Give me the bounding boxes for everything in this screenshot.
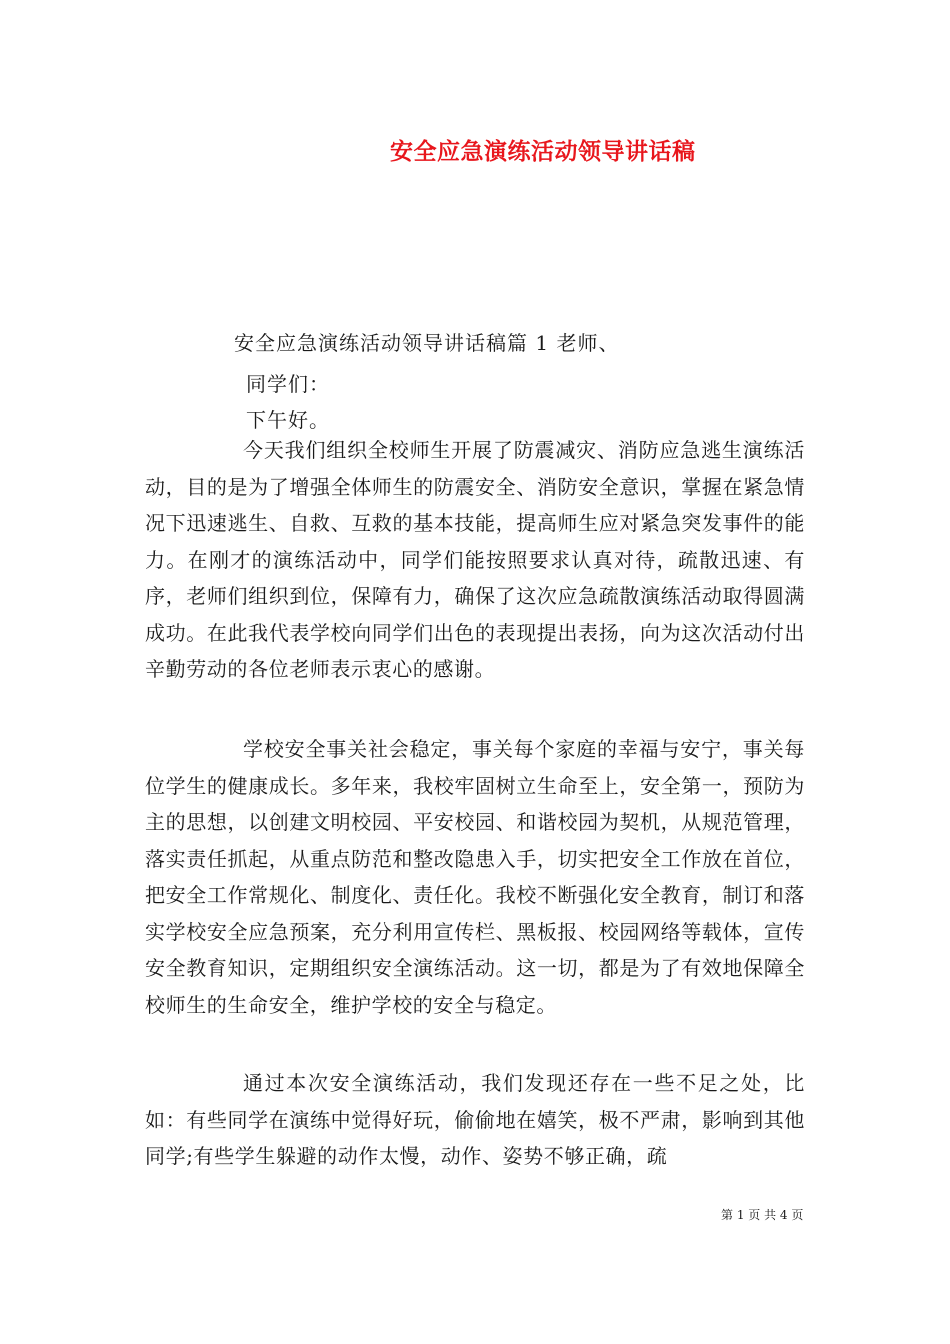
document-title: 安全应急演练活动领导讲话稿 <box>390 138 696 165</box>
body-paragraph: 今天我们组织全校师生开展了防震减灾、消防应急逃生演练活动，目的是为了增强全体师生的防震安全、消防安全意识，掌握在紧急情况下迅速逃生、自救、互救的基本技能，提高师生应对紧急突发事件的能力。在刚才的演练活动中，同学们能按照要求认真对待，疏散迅速、有序，老师们组织到位，保障有力，确保了这次应急疏散演练活动取得圆满成功。在此我代表学校向同学们出色的表现提出表扬，向为这次活动付出辛勤劳动的各位老师表示衷心的感谢。 <box>145 438 805 681</box>
body-paragraph: 学校安全事关社会稳定，事关每个家庭的幸福与安宁，事关每位学生的健康成长。多年来，我校牢固树立生命至上，安全第一，预防为主的思想，以创建文明校园、平安校园、和谐校园为契机，从规范管理，落实责任抓起，从重点防范和整改隐患入手，切实把安全工作放在首位，把安全工作常规化、制度化、责任化。我校不断强化安全教育，制订和落实学校安全应急预案，充分利用宣传栏、黑板报、校园网络等载体，宣传安全教育知识，定期组织安全演练活动。这一切，都是为了有效地保障全校师生的生命安全，维护学校的安全与稳定。 <box>145 737 805 1017</box>
salutation-line: 下午好。 <box>246 408 330 432</box>
body-paragraph: 通过本次安全演练活动，我们发现还存在一些不足之处，比如：有些同学在演练中觉得好玩，偷偷地在嬉笑，极不严肃，影响到其他同学;有些学生躲避的动作太慢，动作、姿势不够正确，疏 <box>145 1071 805 1168</box>
section-heading-line: 安全应急演练活动领导讲话稿篇 1 老师、 <box>234 331 620 355</box>
page-number-footer: 第 1 页 共 4 页 <box>721 1208 804 1222</box>
greeting-line: 同学们： <box>246 372 330 396</box>
